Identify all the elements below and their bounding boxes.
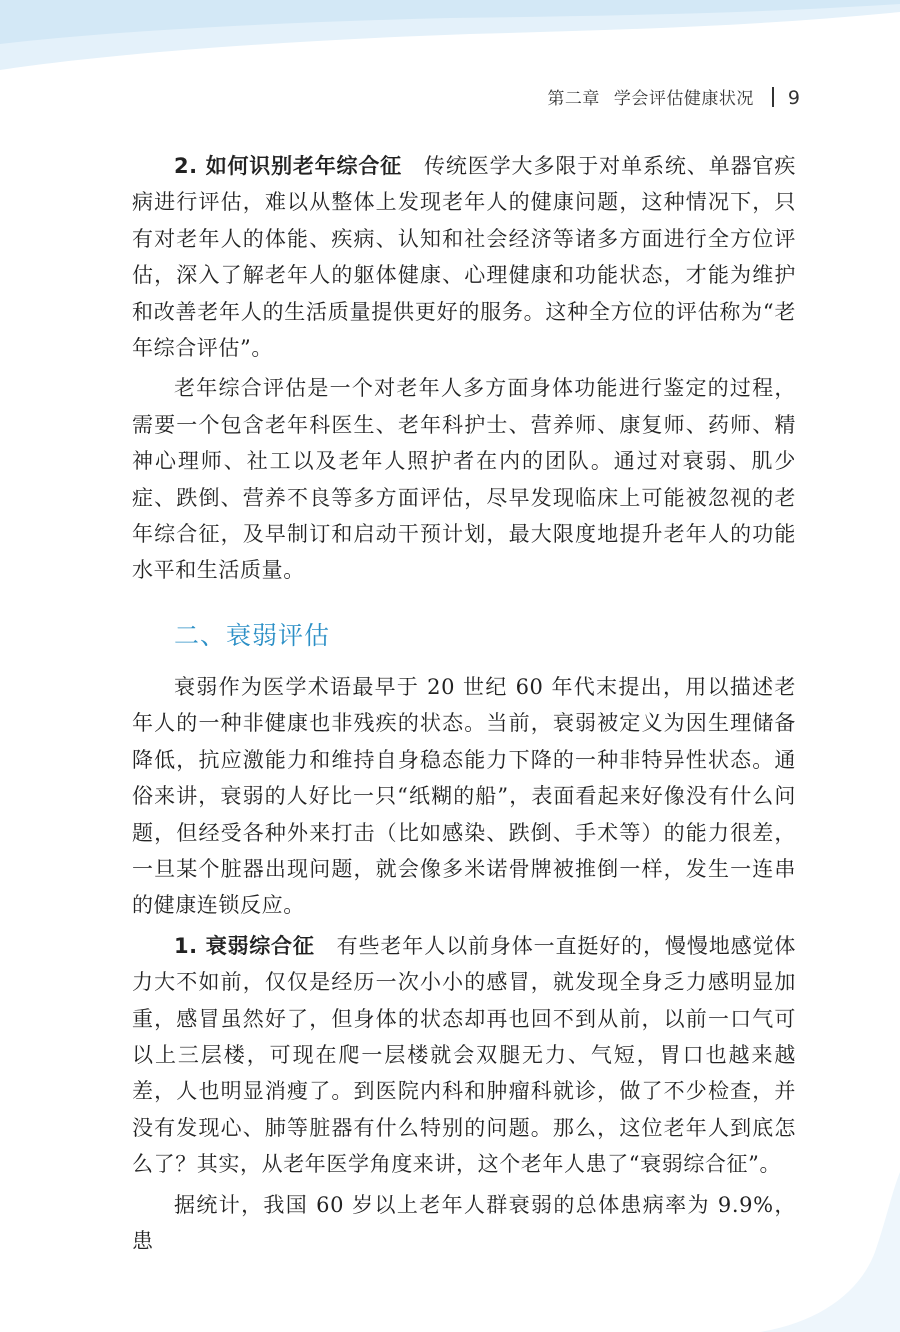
- subheading-identify-geriatric-syndrome: 2. 如何识别老年综合征: [174, 154, 402, 178]
- page-body: [132, 148, 796, 1263]
- top-wave-decoration: [0, 0, 900, 90]
- paragraph-text: 有些老年人以前身体一直挺好的，慢慢地感觉体力大不如前，仅仅是经历一次小小的感冒，就发现全身乏力感明显加重，感冒虽然好了，但身体的状态却再也回不到从前，以前一口气可以上三层楼，可现在爬一层楼就会双腿无力、气短，胃口也越来越差，人也明显消瘦了。到医院内科和肿瘤科就诊，做了不少检查，并没有发现心、肺等脏器有什么特别的问题。那么，这位老年人到底怎么了？其实，从老年医学角度来讲，这个老年人患了“衰弱综合征”。: [132, 933, 796, 1177]
- running-header: [547, 84, 800, 113]
- paragraph-statistics: 据统计，我国 60 岁以上老年人群衰弱的总体患病率为 9.9%，患: [132, 1192, 796, 1253]
- paragraph-frailty-syndrome: [132, 928, 796, 1183]
- section-heading-frailty-assessment: 二、衰弱评估: [174, 620, 331, 650]
- paragraph-comprehensive-assessment: 老年综合评估是一个对老年人多方面身体功能进行鉴定的过程，需要一个包含老年科医生、老年科护士、营养师、康复师、药师、精神心理师、社工以及老年人照护者在内的团队。通过对衰弱、肌少症、跌倒、营养不良等多方面评估，尽早发现临床上可能被忽视的老年综合征，及早制订和启动干预计划，最大限度地提升老年人的功能水平和生活质量。: [132, 376, 796, 583]
- paragraph-frailty-definition: 衰弱作为医学术语最早于 20 世纪 60 年代末提出，用以描述老年人的一种非健康也非残疾的状态。当前，衰弱被定义为因生理储备降低，抗应激能力和维持自身稳态能力下降的一种非特异性状态。通俗来讲，衰弱的人好比一只“纸糊的船”，表面看起来好像没有什么问题，但经受各种外来打击（比如感染、跌倒、手术等）的能力很差，一旦某个脏器出现问题，就会像多米诺骨牌被推倒一样，发生一连串的健康连锁反应。: [132, 674, 796, 918]
- paragraph-text: 传统医学大多限于对单系统、单器官疾病进行评估，难以从整体上发现老年人的健康问题，这种情况下，只有对老年人的体能、疾病、认知和社会经济等诸多方面进行全方位评估，深入了解老年人的躯体健康、心理健康和功能状态，才能为维护和改善老年人的生活质量提供更好的服务。这种全方位的评估称为“老年综合评估”。: [132, 154, 796, 361]
- paragraph-identify-geriatric-syndrome: [132, 148, 796, 366]
- subheading-frailty-syndrome: 1. 衰弱综合征: [174, 933, 315, 958]
- chapter-title: 学会评估健康状况: [613, 89, 754, 109]
- header-divider: [772, 87, 774, 107]
- chapter-label: 第二章: [547, 89, 600, 109]
- page-number: 9: [787, 87, 800, 109]
